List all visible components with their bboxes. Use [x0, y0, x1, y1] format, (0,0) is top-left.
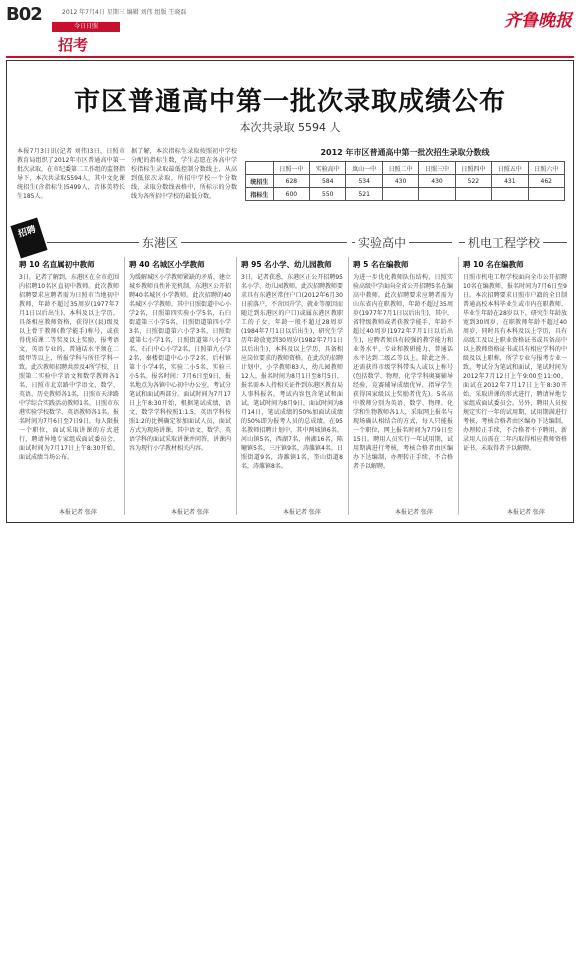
table-header-cell: 日照六中	[528, 162, 564, 175]
score-table-block	[245, 147, 565, 201]
column-byline-5: 本报记者 张萍	[507, 509, 545, 516]
table-header-cell: 日照五中	[492, 162, 528, 175]
column-head-2: 聘 40 名城区小学教师	[129, 260, 205, 269]
table-cell: 522	[455, 175, 491, 188]
table-header-row	[246, 162, 565, 175]
recruitment-stamp: 招聘	[10, 218, 47, 259]
page-number: B02	[6, 4, 42, 25]
column-head-4: 聘 5 名在编教师	[353, 260, 409, 269]
header-rule	[6, 56, 574, 58]
table-cell: 521	[346, 188, 382, 201]
column-byline-3: 本报记者 张萍	[283, 509, 321, 516]
section-rule-left	[47, 242, 347, 243]
table-cell: 462	[528, 175, 564, 188]
score-table	[245, 161, 565, 201]
column-divider	[348, 257, 349, 515]
column-body-3: 3日，记者获悉，东港区正公开招聘95名小学、幼儿园教师。此次招聘教师要求具有东港区常住户口(2012年6月30日前落户，不含因升学、就业等原因而随迁到东港区的户口)或属东港区教职工的子女，年龄一般不超过28周岁(1984年7月1日以后出生)，研究生学历年龄放宽到30周岁(1982年7月1日以后出生)，本科及以上学历，具备相应岗位要求的教师资格。在此次的招聘计划中，小学教师83人，幼儿园教师12人。报名时间为8月1日至8月5日，报名需本人持相关证件到东港区教育局人事科报名。考试内容包含笔试和面试，笔试时间为8月9日，面试时间为8月14日，笔试成绩的50%加面试成绩的50%即为报考人员的总成绩。在95名教师招聘计划中，其中两城镇6名，河山镇5名，西湖7名，南湖16名，陈疃镇5名，三庄镇9名，涛雒镇4名，日照街道9名，涛雒镇1名，奎山街道8名，涛雒镇8名。	[241, 274, 344, 470]
column-byline-1: 本报记者 张萍	[59, 509, 97, 516]
column-head-5: 聘 10 名在编教师	[463, 260, 524, 269]
table-cell: 431	[492, 175, 528, 188]
table-cell: 430	[382, 175, 418, 188]
article-subhead: 本次共录取 5594 人	[239, 121, 341, 134]
table-row	[246, 175, 565, 188]
table-header-cell	[246, 162, 274, 175]
table-header-cell: 日照四中	[455, 162, 491, 175]
article-frame	[6, 60, 574, 523]
section-label-dongang: 东港区	[139, 234, 181, 251]
table-row	[246, 188, 565, 201]
column-divider	[458, 257, 459, 515]
page-header	[6, 4, 574, 58]
column-divider	[236, 257, 237, 515]
article-headline: 市区普通高中第一批次录取成绩公布	[73, 87, 506, 117]
table-cell	[382, 188, 418, 201]
issue-meta: 2012 年7月4日 星期三 编辑 刘伟 组版 王晓磊	[62, 9, 187, 16]
table-cell: 600	[273, 188, 309, 201]
column-head-3: 聘 95 名小学、幼儿园教师	[241, 260, 332, 269]
table-cell	[455, 188, 491, 201]
table-cell	[492, 188, 528, 201]
table-cell: 584	[310, 175, 346, 188]
table-cell: 534	[346, 175, 382, 188]
column-byline-4: 本报记者 张萍	[395, 509, 433, 516]
table-header-cell: 日照二中	[382, 162, 418, 175]
section-label-shiyan: 实验高中	[355, 234, 409, 251]
table-header-cell: 岚山一中	[346, 162, 382, 175]
column-body-5: 日照市机电工程学校面向全市公开招聘10名在编教师，报名时间为7月6日至9日。本次招聘要求日照市户籍的全日制普通高校本科毕业生或市内在职教师，毕业生年龄在28岁以下，研究生年龄放宽到30周岁，在职教师年龄不超过40周岁，同时具有本科及以上学历，具有高级工及以上职业资格证书或具备高中以上教师资格证书或具有相应学科的中级及以上职称，所学专业与报考专业一致。考试分为笔试和面试，笔试时间为2012年7月12日上午9:00至11:00，面试在2012年7月17日上午8:30开始，采取讲课的形式进行，聘请异地专家组成面试委员会。另外，聘用人员按规定实行一年的试用期，试用期满进行考核，考核合格者由区编办下达编制，办理转正手续，不合格者不予聘用，新录用人员需在二年内取得相应教师资格证书，未取得者予以解聘。	[463, 274, 567, 452]
column-body-4: 为进一步优化教师队伍结构，日照实验高级中学面向全省公开招聘5名在编高中教师。此次招聘要求应聘者需为山东省内在职教师，年龄不超过35周岁(1977年7月1日以后出生)，其中，省特级教师或者获教学能手，年龄不超过40周岁(1972年7月1日以后出生)，应聘者须具有较强的教学能力和业务水平，专业和教研能力，普通话水平达到二级乙等以上。除此之外，还需获得市级学科带头人或以上称号(包括数学、物理、化学学科奥赛辅导经验，竞赛辅导成绩优异，指导学生获得国家级以上奖励者优先)。5名高中教师分别为英语、数学、物理、化学和生物教师各1人，采取网上报名与现场确认相结合的方式，每人只能报一个职位，网上报名时间为7月9日至15日。聘用人员实行一年试用期，试用期满进行考核，考核合格者由区编办下达编制，办理转正手续，不合格者予以解聘。	[353, 274, 453, 470]
section-label-jidian: 机电工程学校	[465, 234, 543, 251]
table-cell: 550	[310, 188, 346, 201]
table-cell: 430	[419, 175, 455, 188]
column-head-1: 聘 10 名直属初中教师	[19, 260, 95, 269]
column-body-1: 3日，记者了解到，东港区在全市范围内招聘10名区直初中教师。此次教师招聘要求应聘者需为日照市当地初中教师，年龄不超过35周岁(1977年7月1日以后出生)，本科及以上学历，具备相应教师资格，获得区(县)级及以上骨干教师(教学能手)称号，或获得优质课二等奖及以上奖励，报考语文、英语专业的，普通话水平须在二级甲等以上，所报学科与所任学科一致。此次教师招聘共涉及4所学校，日照第二实验中学语文和数学教师各1名，日照市北京路中学语文、数学、英语、历史教师各1名，日照市天津路中学综合实践活动教师1名，日照市东港实验学校数学、英语教师各1名。报名时间为7月6日至7日9日，每人限报一个职位，面试采取讲课的方式进行，聘请异地专家组成面试委员会，面试时间为7月17日上午8:30开始，面试成绩当场公布。	[19, 274, 119, 461]
newspaper-logo: 齐鲁晚报	[504, 11, 572, 31]
lead-paragraph-2: 据了解，本次指标生录取按照初中学校分配的指标生数，学生志愿在各高中学校指标生录取最低控制分数线上，从高到低依次录取，所招中学校一个分数线，录取分数线表格中，所标示的分数线为各所招中学校的最低分数。	[131, 148, 237, 200]
column-byline-2: 本报记者 张萍	[171, 509, 209, 516]
lead-paragraph-1: 本报7月3日讯(记者 刘伟)3日，日照市教育局组织了2012年市区普通高中第一批次录取，在市纪委第二工作组的监督指导下，本次共录取5594人，其中文化课统招生(含指标生)5499人，音体美特长生185人。	[17, 148, 126, 200]
table-cell	[419, 188, 455, 201]
table-cell: 628	[273, 175, 309, 188]
table-row-label: 指标生	[246, 188, 274, 201]
column-body-2: 为缓解城区小学教师紧缺的矛盾，建立城乡教师良性补充机制，东港区公开招聘40名城区小学教师。此次招聘的40名城区小学教师，其中日照街道中心小学2名，日照第四实验小学5名，石臼街道第三小学5名，日照街道第四小学3名，日照街道第六小学3名，日照街道第七小学1名，日照街道第八小学1名，石臼中心小学2名，日照第九小学2名，秦楼街道中心小学2名，后村镇第十小学4名，实验二小5名，实验三小5名。报名时间：7月6日至9日，报名地点为各镇中心初中办公室，考试分笔试和面试两部分。面试时间为7月17日上午8:30开始，根据笔试成绩，语文、数学学科按照1:1.5，英语学科按照1:2的比例确定参加面试人员，面试方式为现场讲课，其中语文、数学、英语学科的面试采取讲课并问答，讲课内容为现行小学教材相关内容。	[129, 274, 232, 452]
table-header-cell: 日照三中	[419, 162, 455, 175]
score-table-title: 2012 年市区普通高中第一批次招生录取分数线	[320, 148, 490, 157]
column-divider	[124, 257, 125, 515]
section-title: 招考	[58, 36, 89, 54]
table-cell	[528, 188, 564, 201]
table-header-cell: 实验高中	[310, 162, 346, 175]
edition-tag: 今日日照	[52, 22, 120, 32]
table-row-label: 统招生	[246, 175, 274, 188]
table-header-cell: 日照一中	[273, 162, 309, 175]
